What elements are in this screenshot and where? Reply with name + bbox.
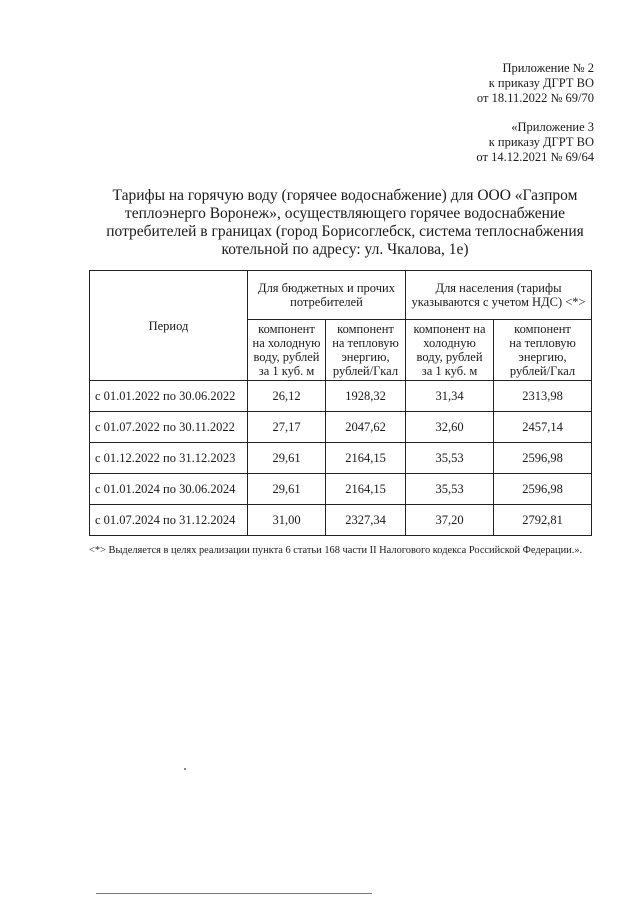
value-cell: 1928,32: [326, 381, 406, 412]
appendix-original-line3: от 14.12.2021 № 69/64: [476, 150, 594, 164]
period-cell: с 01.12.2022 по 31.12.2023: [90, 443, 248, 474]
title-line4: котельной по адресу: ул. Чкалова, 1е): [221, 241, 469, 258]
scan-speck: [184, 768, 186, 770]
title-line3: потребителей в границах (город Борисоглебск, система теплоснабжения: [106, 223, 584, 240]
sub-header-cold-water-budget: компонент на холодную воду, рублей за 1 куб. м: [248, 320, 326, 381]
value-cell: 2164,15: [326, 443, 406, 474]
title-line1: Тарифы на горячую воду (горячее водоснабжение) для ООО «Газпром: [112, 187, 578, 204]
page-bottom-rule: [96, 893, 372, 894]
value-cell: 31,00: [248, 505, 326, 536]
value-cell: 29,61: [248, 443, 326, 474]
value-cell: 2596,98: [494, 474, 592, 505]
appendix-current: [477, 61, 594, 106]
appendix-original-line2: к приказу ДГРТ ВО: [488, 135, 594, 149]
value-cell: 26,12: [248, 381, 326, 412]
value-cell: 35,53: [406, 474, 494, 505]
population-group-header: Для населения (тарифы указываются с учетом НДС) <*>: [406, 271, 592, 320]
value-cell: 2327,34: [326, 505, 406, 536]
value-cell: 32,60: [406, 412, 494, 443]
sub-header-heat-energy-budget: компонент на тепловую энергию, рублей/Гкал: [326, 320, 406, 381]
title-line2: теплоэнерго Воронеж», осуществляющего горячее водоснабжение: [124, 205, 566, 222]
period-cell: с 01.07.2024 по 31.12.2024: [90, 505, 248, 536]
value-cell: 2313,98: [494, 381, 592, 412]
table-row: [90, 505, 592, 536]
value-cell: 2047,62: [326, 412, 406, 443]
appendix-current-line2: к приказу ДГРТ ВО: [488, 76, 594, 90]
value-cell: 37,20: [406, 505, 494, 536]
sub-header-heat-energy-population: компонент на тепловую энергию, рублей/Гкал: [494, 320, 592, 381]
appendix-current-line1: Приложение № 2: [502, 61, 594, 75]
budget-group-header: Для бюджетных и прочих потребителей: [248, 271, 406, 320]
table-row: [90, 412, 592, 443]
value-cell: 2792,81: [494, 505, 592, 536]
value-cell: 29,61: [248, 474, 326, 505]
period-header: Период: [90, 271, 248, 381]
appendix-current-line3: от 18.11.2022 № 69/70: [476, 91, 594, 105]
value-cell: 2596,98: [494, 443, 592, 474]
document-title: [100, 187, 590, 259]
value-cell: 35,53: [406, 443, 494, 474]
table-row: [90, 474, 592, 505]
appendix-original-line1: «Приложение 3: [511, 120, 594, 134]
value-cell: 2457,14: [494, 412, 592, 443]
table-row: [90, 381, 592, 412]
sub-header-cold-water-population: компонент на холодную воду, рублей за 1 куб. м: [406, 320, 494, 381]
period-cell: с 01.07.2022 по 30.11.2022: [90, 412, 248, 443]
period-cell: с 01.01.2024 по 30.06.2024: [90, 474, 248, 505]
table-header-row: [90, 271, 592, 320]
table-row: [90, 443, 592, 474]
tariff-table: [89, 270, 592, 536]
period-cell: с 01.01.2022 по 30.06.2022: [90, 381, 248, 412]
value-cell: 27,17: [248, 412, 326, 443]
appendix-original: [476, 120, 594, 165]
value-cell: 31,34: [406, 381, 494, 412]
footnote: <*> Выделяется в целях реализации пункта 6 статьи 168 части II Налогового кодекса Российской Федерации.».: [89, 545, 583, 556]
value-cell: 2164,15: [326, 474, 406, 505]
